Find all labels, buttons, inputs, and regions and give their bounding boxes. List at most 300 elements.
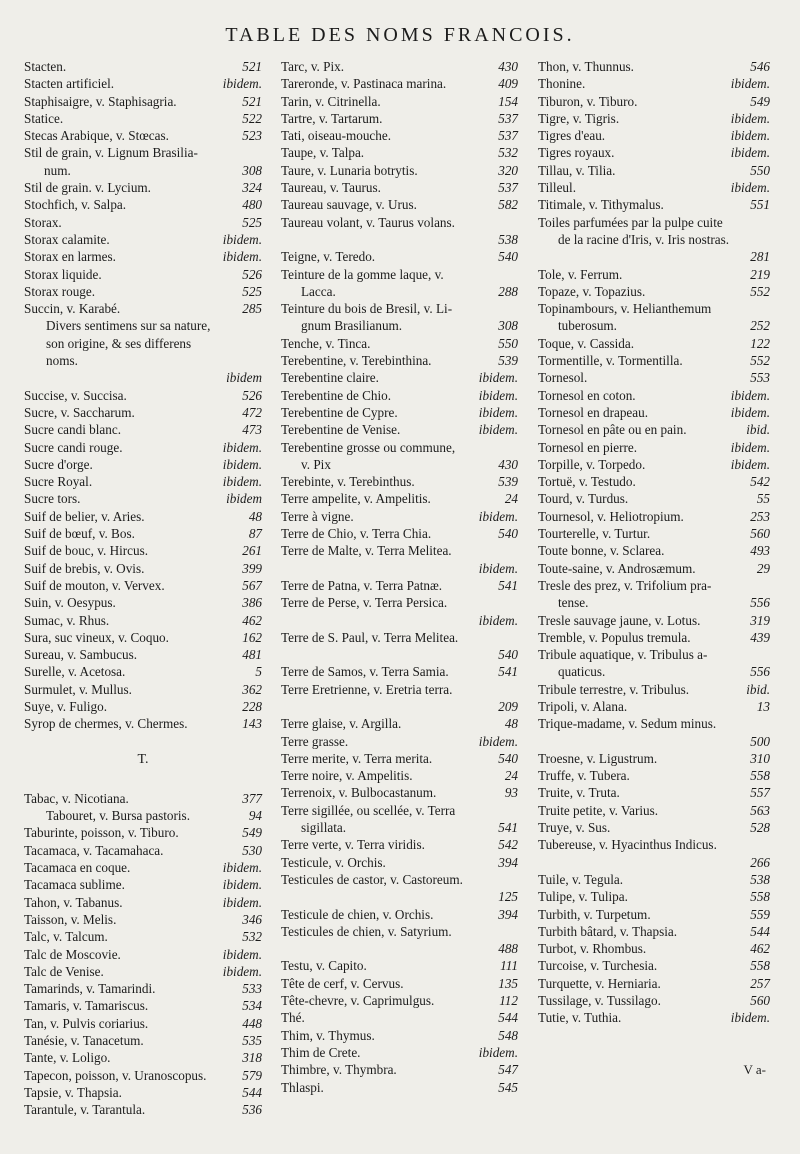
entry-term: Tacamaca, v. Tacamahaca.: [24, 842, 164, 858]
index-entry: [281, 663, 518, 680]
entry-page-ref: 551: [750, 197, 770, 213]
entry-page-ref: ibid.: [746, 422, 770, 438]
entry-term: Tresle sauvage jaune, v. Lotus.: [538, 612, 701, 628]
entry-term: Sucre candi blanc.: [24, 422, 122, 438]
entry-page-ref: 539: [498, 474, 518, 490]
entry-page-ref: ibidem: [226, 370, 262, 386]
index-entry: [24, 508, 262, 525]
index-entry: [538, 93, 770, 110]
entry-term: Turquette, v. Herniaria.: [538, 975, 661, 991]
index-entry: [281, 144, 518, 161]
entry-page-ref: 540: [498, 526, 518, 542]
index-entry: [24, 681, 262, 698]
entry-page-ref: 546: [750, 59, 770, 74]
index-entry: [24, 456, 262, 473]
entry-page-ref: 526: [242, 266, 262, 282]
index-columns: [0, 58, 800, 1118]
index-entry: [538, 110, 770, 127]
index-entry: [281, 283, 518, 300]
index-entry: [538, 1009, 770, 1026]
entry-term: Turbith bâtard, v. Thapsia.: [538, 923, 678, 939]
index-entry: [538, 542, 770, 559]
entry-page-ref: 544: [498, 1010, 518, 1026]
index-entry: [24, 404, 262, 421]
entry-term: Topinambours, v. Helianthemum: [538, 301, 712, 317]
entry-term: Terre de Chio, v. Terra Chia.: [281, 526, 432, 542]
entry-term: Staphisaigre, v. Staphisagria.: [24, 93, 177, 109]
entry-page-ref: 552: [750, 353, 770, 369]
entry-term: Tornesol.: [538, 370, 588, 386]
entry-term: Stochfich, v. Salpa.: [24, 197, 127, 213]
entry-page-ref: 550: [750, 162, 770, 178]
index-entry: [281, 871, 518, 888]
entry-page-ref: ibidem.: [730, 128, 770, 144]
index-entry: [538, 508, 770, 525]
entry-term: Storax calamite.: [24, 231, 110, 247]
entry-term: Testu, v. Capito.: [281, 958, 367, 974]
entry-term: Terrenoix, v. Bulbocastanum.: [281, 785, 437, 801]
entry-term: Sucre candi rouge.: [24, 439, 123, 455]
index-entry: [538, 456, 770, 473]
entry-term: Thim, v. Thymus.: [281, 1027, 375, 1043]
index-entry: [281, 715, 518, 732]
index-entry: [538, 162, 770, 179]
entry-page-ref: 488: [498, 941, 518, 957]
entry-term: Thimbre, v. Thymbra.: [281, 1062, 397, 1078]
index-entry: [538, 750, 770, 767]
index-entry: [538, 733, 770, 750]
entry-term: Tuile, v. Tegula.: [538, 871, 624, 887]
entry-term: Suif de mouton, v. Vervex.: [24, 577, 165, 593]
index-entry: [24, 928, 262, 945]
index-entry: [281, 698, 518, 715]
index-entry: [538, 577, 770, 594]
entry-term: [281, 888, 518, 905]
index-entry: [281, 802, 518, 819]
entry-term: Teinture du bois de Bresil, v. Li-: [281, 301, 453, 317]
entry-page-ref: 541: [498, 664, 518, 680]
index-entry: [281, 906, 518, 923]
index-entry: [281, 300, 518, 317]
index-entry: [281, 127, 518, 144]
index-entry: [24, 439, 262, 456]
entry-term: Testicule, v. Orchis.: [281, 854, 386, 870]
index-entry: [538, 525, 770, 542]
entry-page-ref: 550: [498, 335, 518, 351]
entry-term: [281, 940, 518, 957]
entry-term: Tornesol en pierre.: [538, 439, 638, 455]
entry-term: Terre de S. Paul, v. Terra Melitea.: [281, 629, 459, 645]
entry-page-ref: ibidem.: [730, 180, 770, 196]
entry-term: Terre sigillée, ou scellée, v. Terra: [281, 802, 456, 818]
entry-term: Testicule de chien, v. Orchis.: [281, 906, 434, 922]
entry-term: Trique-madame, v. Sedum minus.: [538, 716, 717, 732]
entry-page-ref: 558: [750, 958, 770, 974]
index-entry: [281, 317, 518, 334]
entry-term: Tiburon, v. Tiburo.: [538, 93, 638, 109]
entry-term: Thim de Crete.: [281, 1044, 361, 1060]
entry-page-ref: ibidem.: [222, 231, 262, 247]
entry-term: Turbith, v. Turpetum.: [538, 906, 651, 922]
entry-term: Troesne, v. Ligustrum.: [538, 750, 658, 766]
index-entry: [538, 681, 770, 698]
index-entry: [281, 577, 518, 594]
index-entry: [281, 560, 518, 577]
index-entry: [538, 317, 770, 334]
index-entry: [24, 1049, 262, 1066]
index-entry: [281, 335, 518, 352]
entry-page-ref: 493: [750, 543, 770, 559]
index-entry: [24, 110, 262, 127]
entry-page-ref: 399: [242, 560, 262, 576]
entry-page-ref: 540: [498, 750, 518, 766]
index-entry: [538, 819, 770, 836]
index-entry: [24, 842, 262, 859]
entry-term: Terre de Perse, v. Terra Persica.: [281, 595, 448, 611]
entry-page-ref: ibidem.: [222, 963, 262, 979]
entry-page-ref: 534: [242, 998, 262, 1014]
entry-term: Teinture de la gomme laque, v.: [281, 266, 444, 282]
index-entry: [24, 179, 262, 196]
entry-term: [538, 248, 770, 265]
entry-page-ref: ibidem.: [478, 404, 518, 420]
index-entry: [24, 663, 262, 680]
entry-page-ref: 567: [242, 577, 262, 593]
index-entry: [538, 283, 770, 300]
entry-term: Sucre d'orge.: [24, 456, 93, 472]
index-entry: [281, 214, 518, 231]
index-entry: [281, 404, 518, 421]
entry-page-ref: 324: [242, 180, 262, 196]
entry-page-ref: ibidem.: [478, 387, 518, 403]
entry-page-ref: 536: [242, 1102, 262, 1118]
entry-page-ref: 252: [750, 318, 770, 334]
index-entry: [24, 144, 262, 161]
index-entry: [24, 790, 262, 807]
entry-term: Statice.: [24, 110, 64, 126]
entry-page-ref: 528: [750, 820, 770, 836]
entry-term: Truye, v. Sus.: [538, 820, 611, 836]
entry-term: Tillau, v. Tilia.: [538, 162, 616, 178]
index-entry: [24, 231, 262, 248]
index-entry: [538, 923, 770, 940]
entry-term: Tahon, v. Tabanus.: [24, 894, 123, 910]
index-entry: [538, 767, 770, 784]
entry-page-ref: 563: [750, 802, 770, 818]
entry-term: Tan, v. Pulvis coriarius.: [24, 1015, 149, 1031]
index-entry: [538, 784, 770, 801]
entry-term: Terebentine grosse ou commune,: [281, 439, 456, 455]
entry-page-ref: 122: [750, 335, 770, 351]
entry-term: Syrop de chermes, v. Chermes.: [24, 716, 188, 732]
index-entry: [281, 767, 518, 784]
entry-term: [538, 854, 770, 871]
index-entry: [281, 369, 518, 386]
index-entry: [538, 335, 770, 352]
entry-page-ref: 537: [498, 128, 518, 144]
entry-page-ref: 319: [750, 612, 770, 628]
entry-page-ref: 430: [498, 456, 518, 472]
entry-term: Stil de grain. v. Lycium.: [24, 180, 151, 196]
entry-page-ref: ibidem.: [730, 1010, 770, 1026]
entry-term: num.: [44, 162, 71, 178]
entry-term: Terebentine de Cypre.: [281, 404, 398, 420]
index-entry: [281, 110, 518, 127]
entry-term: Turbot, v. Rhombus.: [538, 941, 647, 957]
entry-page-ref: 462: [242, 612, 262, 628]
entry-term: v. Pix: [301, 456, 331, 472]
entry-page-ref: 209: [498, 698, 518, 714]
index-entry: [538, 612, 770, 629]
entry-page-ref: 526: [242, 387, 262, 403]
index-entry: [538, 854, 770, 871]
entry-page-ref: 87: [248, 526, 262, 542]
entry-page-ref: ibidem.: [730, 76, 770, 92]
entry-page-ref: ibidem.: [222, 474, 262, 490]
entry-term: Tortuë, v. Testudo.: [538, 474, 636, 490]
entry-term: Tremble, v. Populus tremula.: [538, 629, 691, 645]
entry-page-ref: 559: [750, 906, 770, 922]
entry-term: Surelle, v. Acetosa.: [24, 664, 126, 680]
entry-term: Terre de Patna, v. Terra Patnæ.: [281, 577, 443, 593]
index-entry: [281, 352, 518, 369]
entry-term: Taupe, v. Talpa.: [281, 145, 365, 161]
index-entry: [538, 698, 770, 715]
entry-page-ref: 560: [750, 993, 770, 1009]
entry-term: Surmulet, v. Mullus.: [24, 681, 132, 697]
entry-term: Tilleul.: [538, 180, 576, 196]
entry-term: Tabac, v. Nicotiana.: [24, 790, 129, 806]
entry-term: Tubereuse, v. Hyacinthus Indicus.: [538, 837, 717, 853]
index-entry: [281, 162, 518, 179]
index-entry: [24, 473, 262, 490]
index-entry: [24, 58, 262, 75]
index-entry: [24, 715, 262, 732]
entry-term: Tribule terrestre, v. Tribulus.: [538, 681, 690, 697]
index-entry: [24, 594, 262, 611]
entry-term: Titimale, v. Tithymalus.: [538, 197, 664, 213]
index-entry: [281, 196, 518, 213]
entry-term: Terre Eretrienne, v. Eretria terra.: [281, 681, 453, 697]
index-entry: [281, 888, 518, 905]
entry-term: Truite, v. Truta.: [538, 785, 620, 801]
index-entry: [24, 335, 262, 370]
entry-page-ref: ibidem.: [730, 387, 770, 403]
entry-term: Sumac, v. Rhus.: [24, 612, 110, 628]
entry-page-ref: 55: [756, 491, 770, 507]
index-entry: [538, 663, 770, 680]
index-column-1: [24, 58, 262, 1119]
index-entry: [538, 940, 770, 957]
index-entry: [538, 906, 770, 923]
entry-page-ref: 544: [750, 923, 770, 939]
entry-page-ref: ibidem.: [730, 439, 770, 455]
entry-term: Truite petite, v. Varius.: [538, 802, 659, 818]
entry-term: Terre ampelite, v. Ampelitis.: [281, 491, 431, 507]
index-entry: [24, 196, 262, 213]
index-entry: [24, 1067, 262, 1084]
entry-term: Taisson, v. Melis.: [24, 911, 117, 927]
index-entry: [281, 975, 518, 992]
index-entry: [281, 473, 518, 490]
entry-page-ref: 523: [242, 128, 262, 144]
entry-term: Succin, v. Karabé.: [24, 301, 121, 317]
entry-term: Toute-saine, v. Androsæmum.: [538, 560, 696, 576]
index-entry: [538, 179, 770, 196]
index-entry: [24, 980, 262, 997]
index-entry: [24, 317, 262, 334]
entry-term: Tutie, v. Tuthia.: [538, 1010, 622, 1026]
index-entry: [281, 1009, 518, 1026]
entry-page-ref: 473: [242, 422, 262, 438]
index-entry: [24, 911, 262, 928]
entry-term: Tornesol en pâte ou en pain.: [538, 422, 687, 438]
entry-page-ref: 48: [504, 716, 518, 732]
entry-term: Suin, v. Oesypus.: [24, 595, 116, 611]
entry-term: Lacca.: [301, 283, 336, 299]
entry-term: Suif de bœuf, v. Bos.: [24, 526, 135, 542]
entry-page-ref: 281: [750, 249, 770, 265]
entry-page-ref: 472: [242, 404, 262, 420]
index-entry: [281, 854, 518, 871]
entry-page-ref: 310: [750, 750, 770, 766]
entry-page-ref: 24: [504, 768, 518, 784]
entry-page-ref: 29: [756, 560, 770, 576]
entry-page-ref: 540: [498, 647, 518, 663]
entry-term: Toiles parfumées par la pulpe cuite: [538, 214, 723, 230]
entry-term: Tigres royaux.: [538, 145, 615, 161]
entry-page-ref: 94: [248, 808, 262, 824]
entry-page-ref: 111: [500, 958, 518, 974]
index-entry: [281, 733, 518, 750]
entry-page-ref: 532: [242, 929, 262, 945]
index-entry: [538, 248, 770, 265]
entry-term: Tartre, v. Tartarum.: [281, 110, 383, 126]
index-entry: [281, 456, 518, 473]
entry-term: Tacamaca sublime.: [24, 877, 125, 893]
entry-term: [538, 733, 770, 750]
index-entry: [24, 369, 262, 386]
index-entry: [281, 681, 518, 698]
index-entry: [281, 750, 518, 767]
entry-term: Tole, v. Ferrum.: [538, 266, 623, 282]
entry-page-ref: 500: [750, 733, 770, 749]
entry-page-ref: 143: [242, 716, 262, 732]
index-entry: [281, 646, 518, 663]
entry-page-ref: 538: [498, 231, 518, 247]
entry-term: Tarin, v. Citrinella.: [281, 93, 381, 109]
entry-term: Taureau, v. Taurus.: [281, 180, 381, 196]
entry-page-ref: 386: [242, 595, 262, 611]
index-entry: [281, 1061, 518, 1078]
entry-term: Tapsie, v. Thapsia.: [24, 1084, 122, 1100]
index-entry: [24, 525, 262, 542]
entry-page-ref: 481: [242, 647, 262, 663]
entry-page-ref: ibidem.: [478, 733, 518, 749]
entry-page-ref: 377: [242, 790, 262, 806]
entry-term: Suif de bouc, v. Hircus.: [24, 543, 149, 559]
entry-page-ref: 93: [504, 785, 518, 801]
index-entry: [24, 894, 262, 911]
entry-term: sigillata.: [301, 820, 347, 836]
index-entry: [538, 58, 770, 75]
entry-term: Tripoli, v. Alana.: [538, 698, 628, 714]
entry-page-ref: 560: [750, 526, 770, 542]
index-entry: [281, 629, 518, 646]
index-entry: [281, 542, 518, 559]
entry-page-ref: ibidem: [226, 491, 262, 507]
entry-page-ref: 125: [498, 889, 518, 905]
entry-term: gnum Brasilianum.: [301, 318, 403, 334]
entry-term: Tigre, v. Tigris.: [538, 110, 620, 126]
entry-page-ref: 308: [242, 162, 262, 178]
entry-page-ref: 556: [750, 595, 770, 611]
index-entry: [538, 421, 770, 438]
index-entry: [24, 807, 262, 824]
index-column-2: [281, 58, 518, 1096]
index-entry: [24, 876, 262, 893]
entry-term: Tribule aquatique, v. Tribulus a-: [538, 647, 708, 663]
page-title: TABLE DES NOMS FRANCOIS.: [225, 24, 575, 46]
entry-term: Sureau, v. Sambucus.: [24, 647, 138, 663]
entry-term: Tamarinds, v. Tamarindi.: [24, 981, 156, 997]
entry-page-ref: 547: [498, 1062, 518, 1078]
index-entry: [281, 58, 518, 75]
index-entry: [24, 490, 262, 507]
entry-term: Toute bonne, v. Sclarea.: [538, 543, 665, 559]
section-heading: T.: [137, 751, 149, 767]
entry-page-ref: 448: [242, 1015, 262, 1031]
index-entry: [24, 266, 262, 283]
index-entry: [538, 629, 770, 646]
entry-term: Stecas Arabique, v. Stœcas.: [24, 128, 169, 144]
entry-term: Sucre Royal.: [24, 474, 93, 490]
index-entry: [538, 594, 770, 611]
entry-term: Tigres d'eau.: [538, 128, 606, 144]
entry-page-ref: 439: [750, 629, 770, 645]
entry-page-ref: 532: [498, 145, 518, 161]
index-entry: [281, 1079, 518, 1096]
entry-term: Stacten.: [24, 59, 67, 74]
entry-page-ref: ibidem.: [478, 1044, 518, 1060]
index-entry: [538, 802, 770, 819]
entry-term: Taburinte, poisson, v. Tiburo.: [24, 825, 179, 841]
entry-term: Terebentine de Venise.: [281, 422, 401, 438]
index-entry: [281, 940, 518, 957]
entry-page-ref: 558: [750, 889, 770, 905]
index-entry: [24, 629, 262, 646]
entry-page-ref: ibidem.: [478, 612, 518, 628]
index-entry: [281, 266, 518, 283]
index-column-3: [538, 58, 770, 1027]
entry-term: Taureau volant, v. Taurus volans.: [281, 214, 455, 230]
entry-term: Suye, v. Fuligo.: [24, 698, 108, 714]
entry-page-ref: 320: [498, 162, 518, 178]
index-entry: [538, 266, 770, 283]
entry-page-ref: 539: [498, 353, 518, 369]
entry-page-ref: 253: [750, 508, 770, 524]
entry-term: Thon, v. Thunnus.: [538, 59, 634, 74]
index-entry: [538, 404, 770, 421]
index-entry: [281, 490, 518, 507]
index-entry: [24, 248, 262, 265]
entry-term: Terebinte, v. Terebinthus.: [281, 474, 415, 490]
index-entry: [281, 819, 518, 836]
entry-term: Tante, v. Loligo.: [24, 1050, 111, 1066]
entry-page-ref: 538: [750, 871, 770, 887]
entry-term: Taure, v. Lunaria botrytis.: [281, 162, 418, 178]
entry-term: Tati, oiseau-mouche.: [281, 128, 392, 144]
